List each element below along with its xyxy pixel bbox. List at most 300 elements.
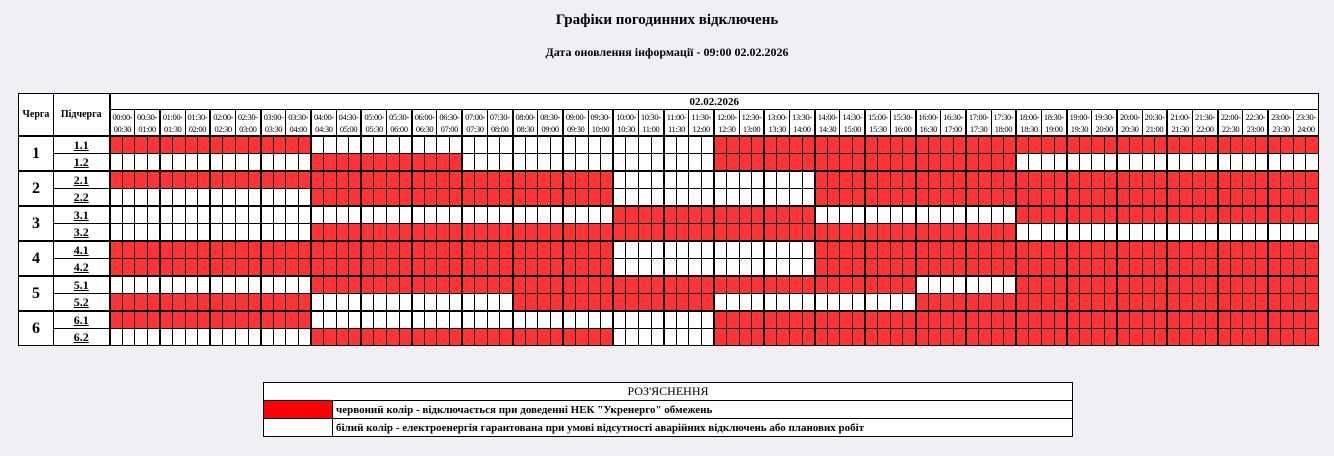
subqueue-link[interactable]: 3.2: [54, 224, 110, 242]
outage-cell: [525, 189, 538, 207]
outage-cell: [298, 294, 311, 312]
outage-cell: [916, 189, 929, 207]
power-cell: [689, 311, 702, 329]
power-cell: [575, 206, 588, 224]
outage-cell: [815, 241, 828, 259]
outage-cell: [966, 259, 979, 277]
time-slot-start: 03:00-: [263, 111, 284, 122]
power-cell: [475, 294, 488, 312]
queue-label: 2: [19, 171, 54, 206]
power-cell: [286, 206, 299, 224]
power-cell: [878, 294, 891, 312]
time-slot-end: 04:00: [289, 123, 307, 134]
outage-cell: [1130, 206, 1143, 224]
outage-cell: [802, 311, 815, 329]
outage-cell: [978, 241, 991, 259]
subqueue-link[interactable]: 5.2: [54, 294, 110, 312]
date-header: 02.02.2026: [110, 94, 1319, 110]
power-cell: [550, 206, 563, 224]
power-cell: [802, 171, 815, 189]
outage-cell: [840, 154, 853, 172]
outage-cell: [764, 276, 777, 294]
power-cell: [626, 189, 639, 207]
outage-cell: [135, 294, 148, 312]
power-cell: [626, 329, 639, 346]
outage-cell: [1155, 329, 1168, 346]
outage-cell: [1029, 189, 1042, 207]
power-cell: [563, 154, 576, 172]
outage-cell: [1218, 241, 1231, 259]
queue-label: 6: [19, 311, 54, 346]
power-cell: [638, 136, 651, 154]
outage-cell: [525, 241, 538, 259]
power-cell: [651, 171, 664, 189]
outage-cell: [840, 276, 853, 294]
outage-cell: [664, 206, 677, 224]
outage-cell: [1167, 276, 1180, 294]
outage-cell: [487, 276, 500, 294]
power-cell: [563, 311, 576, 329]
outage-cell: [1104, 294, 1117, 312]
outage-cell: [903, 241, 916, 259]
outage-cell: [916, 136, 929, 154]
outage-cell: [1256, 241, 1269, 259]
time-slot-start: 10:00-: [616, 111, 636, 122]
power-cell: [601, 311, 614, 329]
outage-cell: [172, 241, 185, 259]
outage-cell: [1218, 329, 1231, 346]
outage-cell: [399, 171, 412, 189]
outage-cell: [349, 329, 362, 346]
power-cell: [1180, 224, 1193, 242]
outage-cell: [311, 154, 324, 172]
outage-cell: [1293, 171, 1306, 189]
power-cell: [147, 224, 160, 242]
outage-cell: [1268, 189, 1281, 207]
time-slot-header: [311, 110, 336, 137]
time-slot-header: [1117, 110, 1142, 137]
power-cell: [1230, 224, 1243, 242]
time-slot-start: 18:00-: [1019, 111, 1039, 122]
outage-cell: [513, 224, 526, 242]
subqueue-link[interactable]: 5.1: [54, 276, 110, 294]
outage-cell: [424, 329, 437, 346]
power-cell: [739, 241, 752, 259]
power-cell: [1230, 154, 1243, 172]
time-slot-start: 09:30-: [590, 111, 611, 122]
outage-cell: [1243, 206, 1256, 224]
outage-cell: [412, 171, 425, 189]
power-cell: [676, 171, 689, 189]
outage-cell: [1256, 206, 1269, 224]
power-cell: [273, 206, 286, 224]
outage-cell: [1117, 241, 1130, 259]
outage-cell: [1016, 189, 1029, 207]
power-cell: [676, 154, 689, 172]
power-cell: [638, 329, 651, 346]
power-cell: [664, 171, 677, 189]
outage-cell: [1117, 171, 1130, 189]
outage-cell: [1004, 329, 1017, 346]
outage-cell: [1193, 206, 1206, 224]
outage-cell: [1306, 136, 1319, 154]
power-cell: [311, 294, 324, 312]
power-cell: [764, 241, 777, 259]
outage-cell: [1004, 294, 1017, 312]
outage-cell: [336, 276, 349, 294]
outage-cell: [235, 241, 248, 259]
power-cell: [122, 154, 135, 172]
subqueue-link[interactable]: 1.2: [54, 154, 110, 172]
power-cell: [336, 136, 349, 154]
power-cell: [676, 189, 689, 207]
outage-cell: [1029, 241, 1042, 259]
outage-cell: [1281, 241, 1294, 259]
outage-cell: [1142, 241, 1155, 259]
outage-cell: [248, 294, 261, 312]
subqueue-row: [19, 241, 1319, 259]
outage-cell: [349, 241, 362, 259]
outage-cell: [1079, 136, 1092, 154]
power-cell: [1041, 224, 1054, 242]
outage-cell: [248, 171, 261, 189]
page-title: Графіки погодинних відключень: [555, 12, 779, 28]
outage-cell: [1155, 189, 1168, 207]
outage-cell: [324, 329, 337, 346]
outage-cell: [1218, 259, 1231, 277]
time-slot-header: [487, 110, 512, 137]
outage-cell: [374, 189, 387, 207]
outage-cell: [777, 224, 790, 242]
outage-cell: [311, 259, 324, 277]
power-cell: [462, 136, 475, 154]
power-cell: [664, 259, 677, 277]
power-cell: [638, 311, 651, 329]
outage-cell: [1130, 136, 1143, 154]
outage-cell: [916, 311, 929, 329]
subqueue-link[interactable]: 3.1: [54, 206, 110, 224]
outage-cell: [1306, 276, 1319, 294]
outage-cell: [1104, 206, 1117, 224]
time-slot-header: [1016, 110, 1041, 137]
power-cell: [437, 136, 450, 154]
outage-cell: [298, 136, 311, 154]
outage-cell: [1218, 171, 1231, 189]
outage-cell: [991, 311, 1004, 329]
power-cell: [777, 171, 790, 189]
outage-cell: [601, 224, 614, 242]
outage-cell: [1167, 241, 1180, 259]
power-cell: [311, 136, 324, 154]
power-cell: [701, 311, 714, 329]
outage-cell: [1142, 136, 1155, 154]
power-cell: [122, 189, 135, 207]
outage-cell: [1104, 329, 1117, 346]
outage-cell: [903, 136, 916, 154]
outage-cell: [978, 171, 991, 189]
outage-cell: [210, 241, 223, 259]
subqueue-link[interactable]: 6.1: [54, 311, 110, 329]
power-cell: [387, 311, 400, 329]
outage-cell: [764, 154, 777, 172]
outage-cell: [827, 154, 840, 172]
outage-cell: [651, 294, 664, 312]
power-cell: [336, 294, 349, 312]
outage-cell: [223, 171, 236, 189]
outage-cell: [853, 241, 866, 259]
outage-cell: [613, 294, 626, 312]
power-cell: [210, 206, 223, 224]
time-slot-end: 07:30: [466, 123, 484, 134]
outage-cell: [248, 259, 261, 277]
outage-cell: [185, 259, 198, 277]
time-slot-header: [261, 110, 286, 137]
outage-cell: [941, 241, 954, 259]
power-cell: [916, 276, 929, 294]
time-slot-start: 16:00-: [918, 111, 939, 122]
outage-cell: [412, 259, 425, 277]
outage-cell: [110, 171, 123, 189]
power-cell: [550, 154, 563, 172]
outage-cell: [941, 329, 954, 346]
outage-cell: [450, 154, 463, 172]
outage-cell: [122, 311, 135, 329]
outage-cell: [1130, 189, 1143, 207]
outage-cell: [1306, 189, 1319, 207]
outage-cell: [1256, 329, 1269, 346]
outage-cell: [865, 189, 878, 207]
power-cell: [412, 294, 425, 312]
outage-cell: [1293, 189, 1306, 207]
power-cell: [160, 189, 173, 207]
power-cell: [1067, 224, 1080, 242]
outage-cell: [676, 224, 689, 242]
power-cell: [575, 311, 588, 329]
power-cell: [261, 206, 274, 224]
time-slot-start: 13:30-: [792, 111, 812, 122]
power-cell: [450, 294, 463, 312]
outage-cell: [953, 224, 966, 242]
power-cell: [147, 276, 160, 294]
power-cell: [349, 294, 362, 312]
outage-cell: [802, 154, 815, 172]
subqueue-link[interactable]: 2.2: [54, 189, 110, 207]
outage-cell: [525, 329, 538, 346]
outage-cell: [1243, 329, 1256, 346]
outage-cell: [487, 189, 500, 207]
outage-cell: [739, 276, 752, 294]
time-slot-end: 08:00: [490, 123, 509, 134]
power-cell: [953, 276, 966, 294]
subqueue-link[interactable]: 2.1: [54, 171, 110, 189]
outage-cell: [827, 136, 840, 154]
power-cell: [223, 154, 236, 172]
power-cell: [147, 154, 160, 172]
power-cell: [235, 154, 248, 172]
outage-cell: [1306, 206, 1319, 224]
time-slot-start: 17:00-: [968, 111, 989, 122]
power-cell: [1029, 154, 1042, 172]
power-cell: [500, 311, 513, 329]
power-cell: [802, 259, 815, 277]
subqueue-link[interactable]: 4.1: [54, 241, 110, 259]
subqueue-row: [19, 136, 1319, 154]
time-slot-header: [210, 110, 235, 137]
outage-cell: [324, 171, 337, 189]
outage-cell: [1193, 136, 1206, 154]
outage-cell: [1281, 259, 1294, 277]
power-cell: [764, 259, 777, 277]
outage-cell: [739, 136, 752, 154]
power-cell: [500, 294, 513, 312]
outage-cell: [1193, 259, 1206, 277]
outage-cell: [827, 259, 840, 277]
time-slot-end: 20:30: [1121, 123, 1139, 134]
outage-cell: [764, 206, 777, 224]
outage-cell: [689, 276, 702, 294]
power-cell: [638, 259, 651, 277]
outage-cell: [1029, 311, 1042, 329]
outage-cell: [1281, 294, 1294, 312]
power-cell: [626, 154, 639, 172]
outage-cell: [475, 171, 488, 189]
power-cell: [777, 189, 790, 207]
outage-cell: [966, 311, 979, 329]
outage-cell: [890, 276, 903, 294]
outage-cell: [1004, 171, 1017, 189]
outage-cell: [1205, 294, 1218, 312]
outage-cell: [1117, 294, 1130, 312]
time-slot-end: 06:30: [415, 123, 434, 134]
queue-label: 5: [19, 276, 54, 311]
legend-white-text: білий колір - електроенергія гарантована при умові відсутності аварійних відключень або планових робіт: [333, 419, 1073, 437]
outage-cell: [1004, 311, 1017, 329]
outage-cell: [903, 171, 916, 189]
power-cell: [273, 224, 286, 242]
power-cell: [223, 224, 236, 242]
time-slot-header: [387, 110, 412, 137]
time-slot-header: [714, 110, 739, 137]
power-cell: [739, 294, 752, 312]
outage-cell: [638, 294, 651, 312]
time-slot-end: 03:30: [264, 123, 283, 134]
power-cell: [664, 154, 677, 172]
power-cell: [865, 206, 878, 224]
outage-cell: [399, 276, 412, 294]
outage-cell: [235, 294, 248, 312]
outage-cell: [475, 276, 488, 294]
outage-cell: [500, 259, 513, 277]
outage-cell: [1155, 294, 1168, 312]
outage-cell: [374, 259, 387, 277]
outage-cell: [991, 224, 1004, 242]
power-cell: [235, 189, 248, 207]
outage-cell: [1117, 259, 1130, 277]
outage-cell: [147, 136, 160, 154]
power-cell: [890, 294, 903, 312]
time-slot-header: [764, 110, 789, 137]
outage-cell: [1054, 329, 1067, 346]
outage-cell: [1293, 276, 1306, 294]
power-cell: [664, 329, 677, 346]
outage-cell: [1155, 171, 1168, 189]
outage-cell: [978, 136, 991, 154]
power-cell: [412, 206, 425, 224]
power-cell: [248, 329, 261, 346]
power-cell: [122, 224, 135, 242]
outage-cell: [223, 136, 236, 154]
outage-cell: [802, 276, 815, 294]
outage-cell: [903, 189, 916, 207]
power-cell: [399, 136, 412, 154]
time-slot-header: [865, 110, 890, 137]
power-cell: [714, 171, 727, 189]
outage-cell: [1092, 311, 1105, 329]
power-cell: [1054, 154, 1067, 172]
time-slot-end: 18:00: [994, 123, 1013, 134]
outage-cell: [953, 329, 966, 346]
outage-cell: [1167, 136, 1180, 154]
outage-cell: [1167, 294, 1180, 312]
power-cell: [1268, 224, 1281, 242]
outage-cell: [739, 154, 752, 172]
outage-cell: [1281, 311, 1294, 329]
outage-cell: [714, 206, 727, 224]
power-cell: [185, 224, 198, 242]
power-cell: [777, 259, 790, 277]
power-cell: [613, 311, 626, 329]
outage-cell: [1180, 171, 1193, 189]
time-slot-start: 04:00-: [313, 111, 334, 122]
power-cell: [475, 154, 488, 172]
power-cell: [487, 311, 500, 329]
outage-cell: [1016, 136, 1029, 154]
outage-cell: [827, 329, 840, 346]
outage-cell: [198, 136, 211, 154]
outage-cell: [727, 224, 740, 242]
power-cell: [1079, 154, 1092, 172]
outage-cell: [349, 154, 362, 172]
power-cell: [752, 171, 765, 189]
subqueue-link[interactable]: 1.1: [54, 136, 110, 154]
outage-cell: [777, 206, 790, 224]
outage-cell: [991, 189, 1004, 207]
power-cell: [790, 241, 803, 259]
outage-cell: [160, 171, 173, 189]
outage-cell: [689, 206, 702, 224]
time-slot-header: [563, 110, 588, 137]
outage-cell: [1041, 171, 1054, 189]
outage-cell: [185, 136, 198, 154]
outage-cell: [903, 311, 916, 329]
power-cell: [487, 154, 500, 172]
power-cell: [399, 294, 412, 312]
power-cell: [777, 241, 790, 259]
outage-cell: [903, 224, 916, 242]
subqueue-link[interactable]: 6.2: [54, 329, 110, 346]
outage-cell: [399, 259, 412, 277]
power-cell: [689, 171, 702, 189]
power-cell: [185, 206, 198, 224]
outage-cell: [651, 224, 664, 242]
outage-cell: [676, 206, 689, 224]
outage-cell: [1167, 171, 1180, 189]
subqueue-row: [19, 206, 1319, 224]
subqueue-link[interactable]: 4.2: [54, 259, 110, 277]
time-slot-start: 14:30-: [842, 111, 863, 122]
power-cell: [1155, 154, 1168, 172]
outage-cell: [513, 171, 526, 189]
